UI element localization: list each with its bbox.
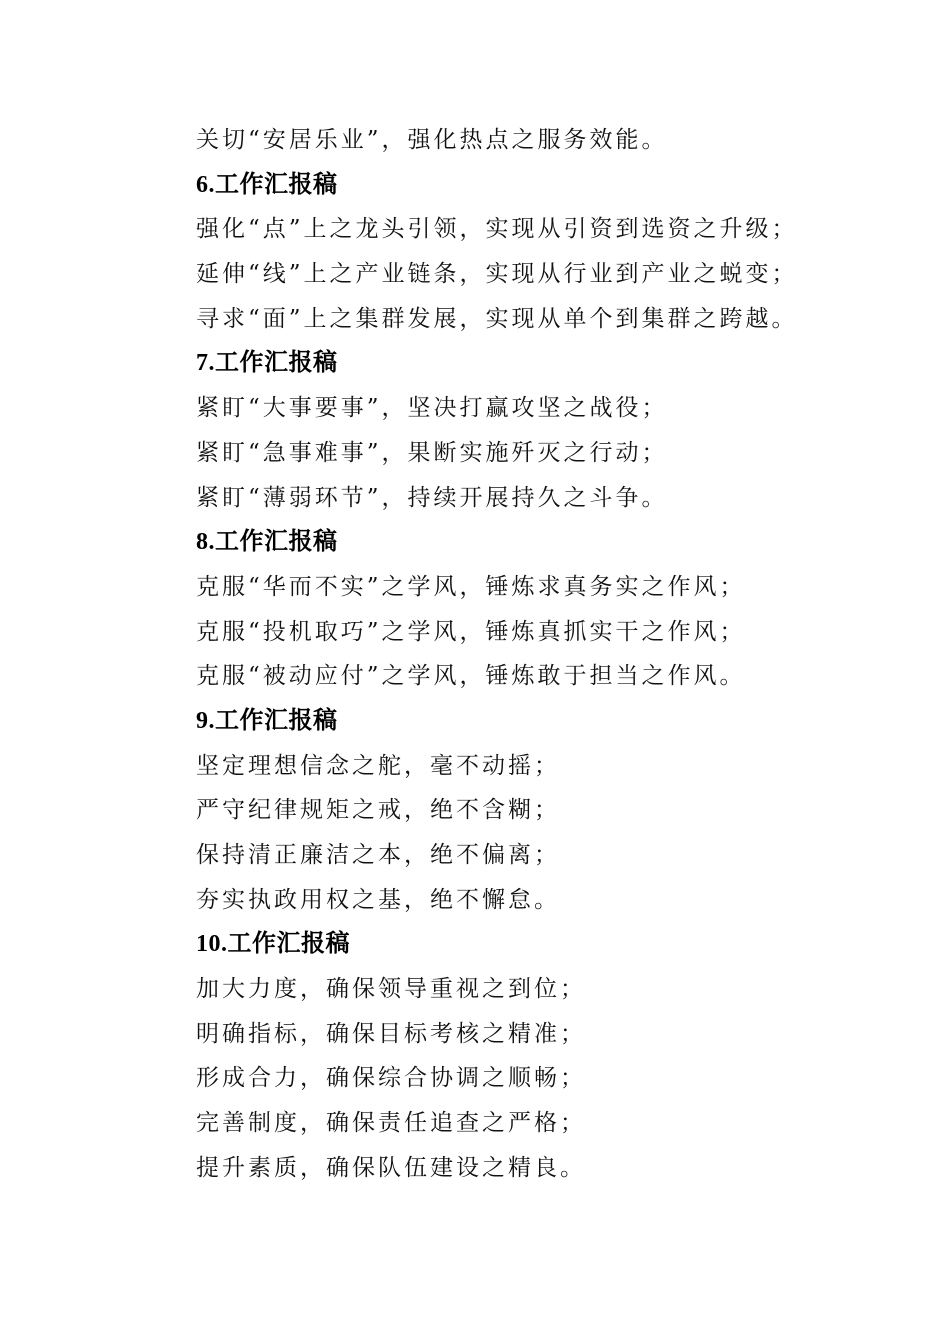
paragraph-line: 加大力度，确保领导重视之到位；: [196, 976, 586, 1003]
paragraph-line: 保持清正廉洁之本，绝不偏离；: [196, 842, 560, 868]
paragraph-line: 延伸“线”上之产业链条，实现从行业到产业之蜕变；: [196, 261, 798, 288]
paragraph-line: 坚定理想信念之舵，毫不动摇；: [196, 752, 560, 779]
paragraph-line: 夯实执政用权之基，绝不懈怠。: [196, 886, 560, 913]
section-heading: 6.工作汇报稿: [196, 171, 338, 198]
section-heading: 7.工作汇报稿: [196, 350, 338, 377]
paragraph-line: 寻求“面”上之集群发展，实现从单个到集群之跨越。: [196, 305, 798, 332]
section-heading: 9.工作汇报稿: [196, 707, 338, 734]
paragraph-line: 克服“投机取巧”之学风，锤炼真抓实干之作风；: [196, 618, 746, 645]
paragraph-line: 克服“华而不实”之学风，锤炼求真务实之作风；: [196, 573, 746, 600]
paragraph-line: 紧盯“大事要事”，坚决打赢攻坚之战役；: [196, 395, 668, 422]
paragraph-line: 关切“安居乐业”，强化热点之服务效能。: [196, 127, 668, 153]
document-body: [196, 118, 836, 1191]
paragraph-line: 严守纪律规矩之戒，绝不含糊；: [196, 797, 560, 824]
paragraph-line: 紧盯“急事难事”，果断实施歼灭之行动；: [196, 439, 668, 466]
paragraph-line: 紧盯“薄弱环节”，持续开展持久之斗争。: [196, 484, 668, 511]
section-heading: 10.工作汇报稿: [196, 931, 350, 958]
paragraph-line: 完善制度，确保责任追查之严格；: [196, 1110, 586, 1137]
paragraph-line: 强化“点”上之龙头引领，实现从引资到选资之升级；: [196, 216, 798, 243]
paragraph-line: 明确指标，确保目标考核之精准；: [196, 1020, 586, 1047]
paragraph-line: 提升素质，确保队伍建设之精良。: [196, 1154, 586, 1181]
paragraph-line: 克服“被动应付”之学风，锤炼敢于担当之作风。: [196, 663, 746, 690]
paragraph-line: 形成合力，确保综合协调之顺畅；: [196, 1065, 586, 1092]
section-heading: 8.工作汇报稿: [196, 529, 338, 556]
